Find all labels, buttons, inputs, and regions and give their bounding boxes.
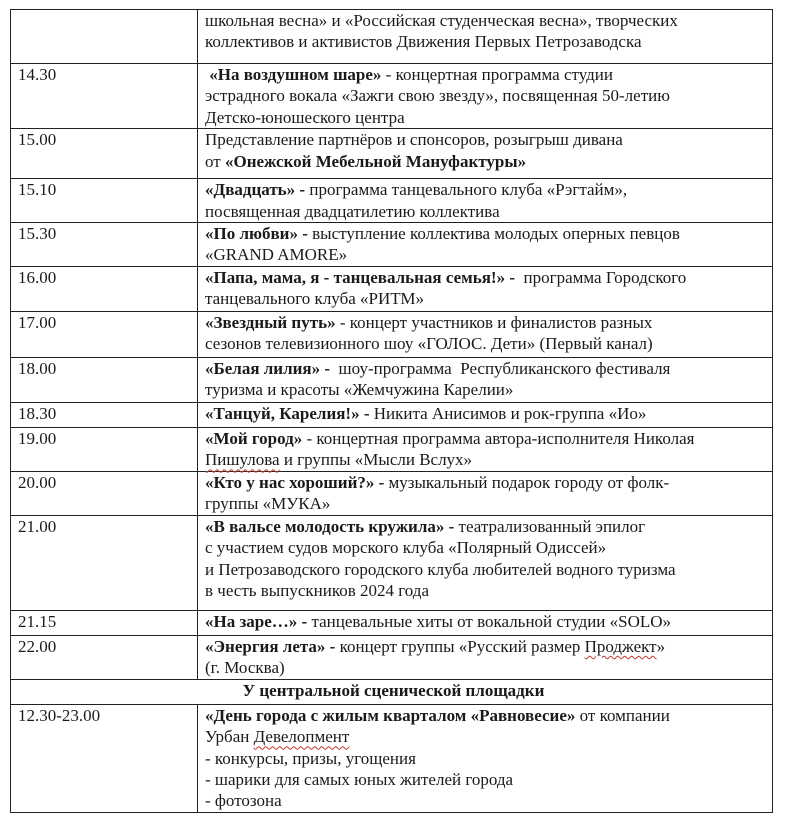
description-cell (198, 471, 773, 515)
description-line (205, 179, 768, 200)
description-text: и группы «Мысли Вслух» (279, 450, 473, 470)
time-cell: 15.00 (11, 129, 198, 179)
description-text: » (656, 636, 666, 656)
description-line (205, 358, 768, 379)
event-title: «Энергия лета» - (205, 636, 336, 656)
description-line (205, 726, 768, 747)
description-text: - шарики для самых юных жителей города (205, 770, 514, 790)
event-title: «Белая лилия» - (205, 358, 331, 378)
description-text: от (205, 151, 225, 171)
description-line (205, 64, 768, 85)
description-text: посвященная двадцатилетию коллектива (205, 201, 500, 221)
schedule-row (11, 427, 773, 471)
time-cell: 20.00 (11, 471, 198, 515)
description-cell (198, 223, 773, 267)
description-text: Урбан (205, 727, 254, 747)
schedule-row (11, 704, 773, 812)
time-cell: 15.10 (11, 179, 198, 223)
description-line (205, 267, 768, 288)
description-cell (198, 427, 773, 471)
schedule-table (10, 9, 773, 813)
schedule-row (11, 10, 773, 64)
description-text: - фотозона (205, 791, 282, 811)
schedule-row (11, 357, 773, 402)
spellcheck-word: Пишулова (205, 450, 280, 470)
description-text: танцевального клуба «РИТМ» (205, 289, 425, 309)
description-cell (198, 311, 773, 357)
event-title: «Онежской Мебельной Мануфактуры» (224, 151, 527, 171)
description-text: - концертная программа автора-исполнителя Николая (302, 428, 695, 448)
description-line (205, 31, 768, 52)
description-line (205, 705, 768, 726)
description-line (205, 636, 768, 657)
event-title: «Мой город» (205, 428, 303, 448)
time-cell: 21.15 (11, 610, 198, 635)
schedule-row (11, 610, 773, 635)
description-cell (198, 266, 773, 311)
event-title: «Звездный путь» (205, 312, 336, 332)
description-line (205, 748, 768, 769)
description-line (205, 611, 768, 632)
spellcheck-word: Проджект (584, 636, 657, 656)
description-text: выступление коллектива молодых оперных певцов (307, 224, 680, 244)
description-cell (198, 179, 773, 223)
description-cell (198, 10, 773, 64)
description-text: «GRAND AMORE» (205, 245, 348, 265)
description-cell (198, 357, 773, 402)
description-line (205, 85, 768, 106)
description-text: коллективов и активистов Движения Первых Петрозаводска (205, 32, 642, 52)
description-cell (198, 635, 773, 679)
description-text: сезонов телевизионного шоу «ГОЛОС. Дети» (Первый канал) (205, 334, 653, 354)
description-line (205, 516, 768, 537)
schedule-row (11, 311, 773, 357)
schedule-row (11, 179, 773, 223)
description-text: от компании (575, 705, 670, 725)
description-line (205, 312, 768, 333)
description-text: Никита Анисимов и рок-группа «Ио» (369, 403, 647, 423)
description-text: Представление партнёров и спонсоров, розыгрыш дивана (205, 130, 623, 150)
description-text: с участием судов морского клуба «Полярный Одиссей» (205, 538, 607, 558)
description-line (205, 333, 768, 354)
description-cell (198, 64, 773, 129)
description-line (205, 107, 768, 128)
schedule-row (11, 64, 773, 129)
description-text: шоу-программа Республиканского фестиваля (330, 358, 671, 378)
spellcheck-word: Девелопмент (253, 727, 350, 747)
time-cell: 16.00 (11, 266, 198, 311)
description-line (205, 472, 768, 493)
description-text: - концертная программа студии (381, 65, 613, 84)
description-line (205, 129, 768, 150)
description-line (205, 10, 768, 31)
description-line (205, 580, 768, 601)
time-cell: 18.00 (11, 357, 198, 402)
description-line (205, 790, 768, 811)
description-text: в честь выпускников 2024 года (205, 581, 429, 601)
description-text: и Петрозаводского городского клуба любителей водного туризма (205, 559, 676, 579)
description-text: Детско-юношеского центра (205, 107, 405, 127)
description-text: концерт группы «Русский размер (335, 636, 585, 656)
event-title: «На воздушном шаре» (205, 65, 382, 84)
description-line (205, 657, 768, 678)
schedule-row (11, 635, 773, 679)
description-line (205, 223, 768, 244)
event-title: «День города с жилым кварталом «Равновесие» (205, 705, 576, 725)
schedule-row (11, 129, 773, 179)
event-title: «Двадцать» - (205, 180, 306, 200)
description-line (205, 244, 768, 265)
schedule-row (11, 266, 773, 311)
description-text: программа Городского (515, 267, 687, 287)
event-title: «Танцуй, Карелия!» - (205, 403, 370, 423)
time-cell: 22.00 (11, 635, 198, 679)
event-title: «Папа, мама, я - танцевальная семья!» - (205, 267, 516, 287)
section-header: У центральной сценической площадки (11, 679, 773, 704)
description-text: группы «МУКА» (205, 494, 331, 514)
description-cell (198, 129, 773, 179)
description-text: - концерт участников и финалистов разных (335, 312, 653, 332)
description-cell (198, 515, 773, 610)
schedule-row (11, 402, 773, 427)
description-text: школьная весна» и «Российская студенческая весна», творческих (205, 11, 678, 30)
description-text: - конкурсы, призы, угощения (205, 748, 416, 768)
schedule-body (11, 10, 773, 813)
schedule-row (11, 515, 773, 610)
time-cell: 21.00 (11, 515, 198, 610)
description-cell (198, 610, 773, 635)
description-text: эстрадного вокала «Зажги свою звезду», посвященная 50-летию (205, 86, 670, 106)
description-line (205, 537, 768, 558)
time-cell: 18.30 (11, 402, 198, 427)
description-line (205, 769, 768, 790)
schedule-row (11, 471, 773, 515)
description-text: театрализованный эпилог (454, 516, 646, 536)
section-header-row (11, 679, 773, 704)
event-title: «Кто у нас хороший?» - (205, 472, 385, 492)
event-title: «По любви» - (205, 224, 308, 244)
description-line (205, 428, 768, 449)
description-line (205, 403, 768, 424)
description-text: танцевальные хиты от вокальной студии «SOLO» (307, 611, 672, 631)
description-text: музыкальный подарок городу от фолк- (384, 472, 670, 492)
description-line (205, 559, 768, 580)
description-line (205, 449, 768, 470)
description-cell (198, 402, 773, 427)
description-text: (г. Москва) (205, 658, 285, 678)
description-line (205, 151, 768, 172)
description-text: туризма и красоты «Жемчужина Карелии» (205, 380, 514, 400)
description-text: программа танцевального клуба «Рэгтайм», (305, 180, 628, 200)
time-cell: 15.30 (11, 223, 198, 267)
event-title: «В вальсе молодость кружила» - (205, 516, 455, 536)
time-cell: 12.30-23.00 (11, 704, 198, 812)
time-cell (11, 10, 198, 64)
schedule-row (11, 223, 773, 267)
description-line (205, 493, 768, 514)
time-cell: 14.30 (11, 64, 198, 129)
description-line (205, 201, 768, 222)
description-line (205, 288, 768, 309)
description-cell (198, 704, 773, 812)
event-title: «На заре…» - (205, 611, 308, 631)
description-line (205, 379, 768, 400)
time-cell: 17.00 (11, 311, 198, 357)
time-cell: 19.00 (11, 427, 198, 471)
